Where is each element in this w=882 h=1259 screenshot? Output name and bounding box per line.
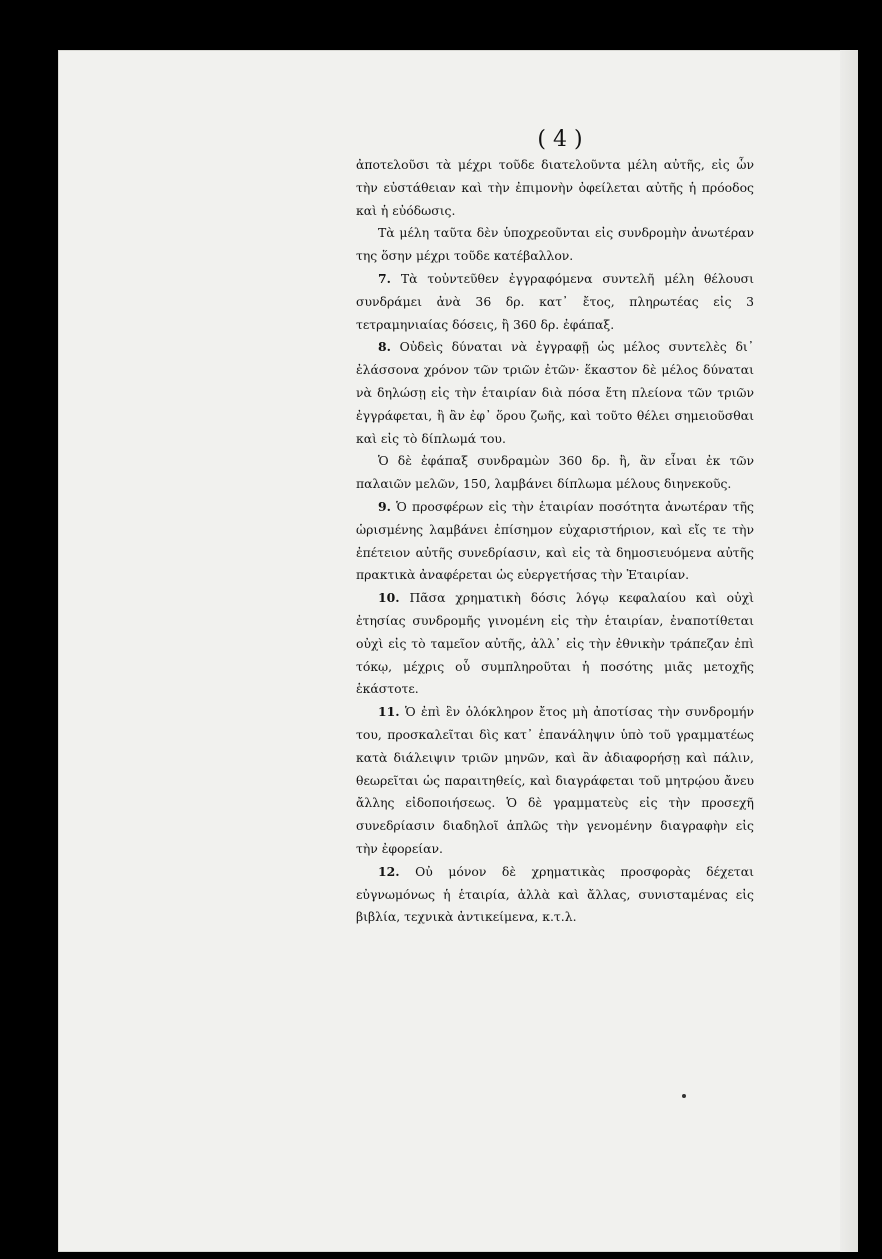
paragraph-text: Τὰ μέλη ταῦτα δὲν ὑποχρεοῦνται εἰς συνδρομὴν ἀνωτέραν της ὅσην μέχρι τοῦδε κατέβαλλον. — [356, 225, 754, 264]
article-12 — [356, 861, 754, 929]
body-text — [356, 154, 754, 929]
article-9 — [356, 496, 754, 587]
article-number: 11. — [378, 704, 400, 720]
paragraph-text: ἀποτελοῦσι τὰ μέχρι τοῦδε διατελοῦντα μέλη αὐτῆς, εἰς ὧν τὴν εὐστάθειαν καὶ τὴν ἐπιμονὴν ὀφείλεται αὐτῆς ἡ πρόοδος καὶ ἡ εὐόδωσις. — [356, 157, 754, 218]
article-number: 9. — [378, 498, 391, 514]
paragraph-text: Πᾶσα χρηματικὴ δόσις λόγῳ κεφαλαίου καὶ οὐχὶ ἐτησίας συνδρομῆς γινομένη εἰς τὴν ἑταιρίαν, ἐναποτίθεται οὐχὶ εἰς τὸ ταμεῖον αὐτῆς, ἀλλ᾽ εἰς τὴν ἐθνικὴν τράπεζαν ἐπὶ τόκῳ, μέχρις οὗ συμπληροῦται ἡ ποσότης μιᾶς μετοχῆς ἑκάστοτε. — [356, 590, 754, 697]
paragraph — [356, 222, 754, 268]
article-number: 10. — [378, 590, 400, 606]
paragraph-text: Ὁ προσφέρων εἰς τὴν ἑταιρίαν ποσότητα ἀνωτέραν τῆς ὡρισμένης λαμβάνει ἐπίσημον εὐχαριστήριον, καὶ εἴς τε τὴν ἐπέτειον αὐτῆς συνεδρίασιν, καὶ εἰς τὰ δημοσιευόμενα αὐτῆς πρακτικὰ ἀναφέρεται ὡς εὐεργετήσας τὴν Ἑταιρίαν. — [356, 498, 754, 583]
article-number: 12. — [378, 863, 400, 879]
article-number: 7. — [378, 270, 391, 286]
paragraph-text: Ὁ δὲ ἐφάπαξ συνδραμὼν 360 δρ. ἢ, ἂν εἶναι ἐκ τῶν παλαιῶν μελῶν, 150, λαμβάνει δίπλωμα μέλους διηνεκοῦς. — [356, 453, 754, 492]
article-8 — [356, 336, 754, 450]
article-number: 8. — [378, 339, 391, 355]
article-10 — [356, 587, 754, 701]
article-11 — [356, 701, 754, 861]
page-number: ( 4 ) — [537, 127, 583, 152]
article-7 — [356, 268, 754, 336]
paragraph-text: Τὰ τοὐντεῦθεν ἐγγραφόμενα συντελῆ μέλη θέλουσι συνδράμει ἀνὰ 36 δρ. κατ᾽ ἔτος, πληρωτέας εἰς 3 τετραμηνιαίας δόσεις, ἢ 360 δρ. ἐφάπαξ. — [356, 270, 754, 332]
paragraph — [356, 450, 754, 496]
paragraph-text: Οὐ μόνον δὲ χρηματικὰς προσφορὰς δέχεται εὐγνωμόνως ἡ ἑταιρία, ἀλλὰ καὶ ἄλλας, συνισταμένας εἰς βιβλία, τεχνικὰ ἀντικείμενα, κ.τ.λ. — [356, 863, 754, 925]
paragraph-continuation — [356, 154, 754, 222]
paragraph-text: Ὁ ἐπὶ ἓν ὁλόκληρον ἔτος μὴ ἀποτίσας τὴν συνδρομήν του, προσκαλεῖται δὶς κατ᾽ ἐπανάληψιν ὑπὸ τοῦ γραμματέως κατὰ διάλειψιν τριῶν μηνῶν, καὶ ἂν ἀδιαφορήσῃ καὶ πάλιν, θεωρεῖται ὡς παραιτηθείς, καὶ διαγράφεται τοῦ μητρῴου ἄνευ ἄλλης εἰδοποιήσεως. Ὁ δὲ γραμματεὺς εἰς τὴν προσεχῆ συνεδρίασιν διαδηλοῖ ἁπλῶς τὴν γενομένην διαγραφὴν εἰς τὴν ἐφορείαν. — [356, 704, 754, 856]
page-edge-shadow — [840, 50, 858, 1252]
paragraph-text: Οὐδεὶς δύναται νὰ ἐγγραφῇ ὡς μέλος συντελὲς δι᾽ ἐλάσσονα χρόνον τῶν τριῶν ἐτῶν· ἕκαστον δὲ μέλος δύναται νὰ δηλώσῃ εἰς τὴν ἑταιρίαν διὰ πόσα ἔτη πλείονα τῶν τριῶν ἐγγράφεται, ἢ ἂν ἐφ᾽ ὅρου ζωῆς, καὶ τοῦτο θέλει σημειοῦσθαι καὶ εἰς τὸ δίπλωμά του. — [356, 339, 754, 446]
ink-spot — [682, 1094, 686, 1098]
